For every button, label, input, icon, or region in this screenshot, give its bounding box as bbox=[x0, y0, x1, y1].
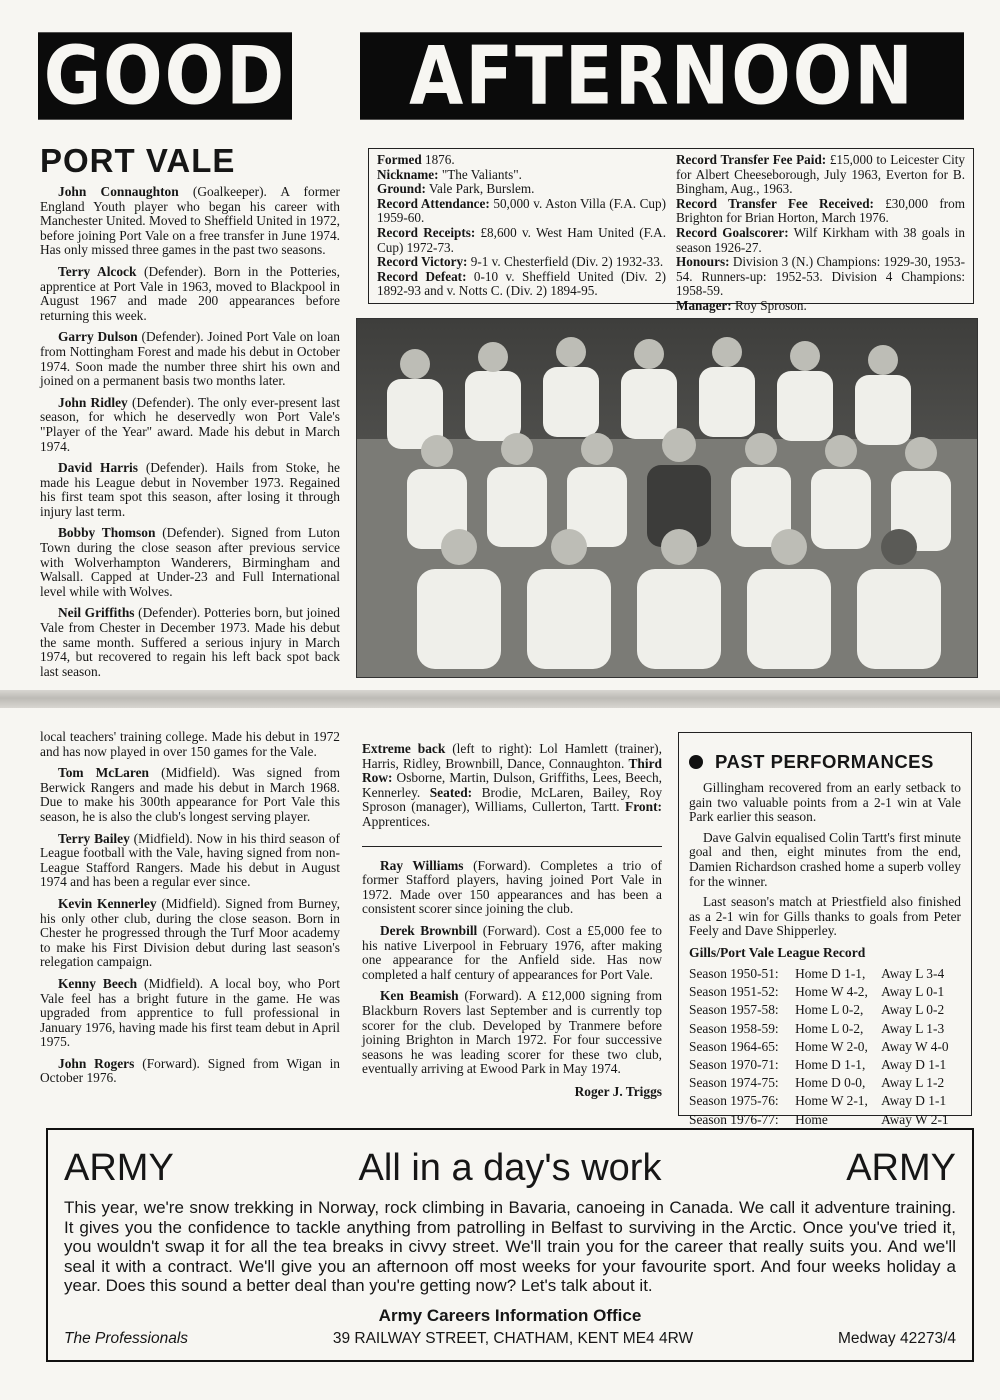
player-bio: Neil Griffiths (Defender). Potteries born, but joined Vale from Chester in December 1973. Made his debut the same month. Suffered a serious injury in March 1974, but recovered to regain his left back spot back last season. bbox=[40, 605, 340, 679]
past-performances-heading: PAST PERFORMANCES bbox=[689, 751, 961, 773]
fact-item: Ground: Vale Park, Burslem. bbox=[377, 181, 535, 197]
fact-item: Manager: Roy Sproson. bbox=[676, 297, 807, 313]
advert-right-word: ARMY bbox=[846, 1147, 956, 1189]
headline bbox=[38, 28, 964, 124]
player-bio: Kenny Beech (Midfield). A local boy, who Port Vale feel has a bright future in the game. He was upgraded from apprentice to full professional in January 1976, having made his first team debut in April 1975. bbox=[40, 975, 340, 1050]
divider bbox=[362, 846, 662, 847]
table-row: Season 1951-52: Home W 4-2, Away L 0-1 bbox=[689, 984, 945, 1000]
advert-slogan: All in a day's work bbox=[358, 1147, 662, 1189]
fact-item: Record Victory: 9-1 v. Chesterfield (Div. 2) 1932-33. bbox=[377, 254, 664, 270]
table-row: Season 1958-59: Home L 0-2, Away L 1-3 bbox=[689, 1020, 945, 1036]
league-record-title: Gills/Port Vale League Record bbox=[689, 944, 866, 960]
headline-word-good: GOOD bbox=[38, 32, 292, 119]
player-bio: Ken Beamish (Forward). A £12,000 signing from Blackburn Rovers last September and is currently top scorer for the club. Developed by Tranmere before joining Brighton in March 1972. For four successive seasons he was leading scorer for these two club, eventually arriving at Ewood Park in May 1974. bbox=[362, 988, 662, 1077]
advert-tagline: The Professionals bbox=[64, 1330, 189, 1347]
advert-address: 39 RAILWAY STREET, CHATHAM, KENT ME4 4RW bbox=[332, 1330, 694, 1347]
advert-office: Army Careers Information Office bbox=[378, 1306, 642, 1325]
advert-footer bbox=[64, 1330, 956, 1348]
player-bio: Derek Brownbill (Forward). Cost a £5,000 fee to his native Liverpool in February 1976, after making one appearance for the Anfield side. Has now completed a half century of appearances for Port Vale. bbox=[362, 922, 662, 982]
fact-item: Record Defeat: 0-10 v. Sheffield United (Div. 2) 1892-93 and v. Notts C. (Div. 2) 1894-95. bbox=[377, 268, 666, 299]
past-paragraph: Last season's match at Priestfield also finished as a 2-1 win for Gills thanks to goals from Peter Feely and Dave Shipperley. bbox=[689, 894, 961, 939]
table-row: Season 1976-77: Home Away W 2-1 bbox=[689, 1111, 949, 1127]
table-row: Season 1964-65: Home W 2-0, Away W 4-0 bbox=[689, 1038, 949, 1054]
fact-item: Record Receipts: £8,600 v. West Ham United (F.A. Cup) 1972-73. bbox=[377, 224, 666, 255]
club-facts-box bbox=[368, 148, 974, 313]
team-photo bbox=[356, 318, 978, 678]
advert-headline bbox=[64, 1146, 956, 1190]
table-row: Season 1950-51: Home D 1-1, Away L 3-4 bbox=[689, 966, 945, 982]
player-bios-left bbox=[40, 185, 340, 686]
table-row: Season 1957-58: Home L 0-2, Away L 0-2 bbox=[689, 1002, 945, 1018]
fact-item: Honours: Division 3 (N.) Champions: 1929-30, 1953-54. Runners-up: 1952-53. Division 4 Champions: 1958-59. bbox=[676, 254, 965, 299]
player-bio: Bobby Thomson (Defender). Signed from Luton Town during the close season after previous service with Wolverhampton Wanderers, Birmingham and Walsall. Capped at Under-23 and Full International level while with Wolves. bbox=[40, 525, 340, 599]
player-bio: Kevin Kennerley (Midfield). Signed from Burney, his only other club, during the close season. Born in Chester he progressed through the Turf Moor academy to make his First Division debut during last season's relegation campaign. bbox=[40, 895, 340, 970]
player-bio: John Connaughton (Goalkeeper). A former England Youth player who began his career with Manchester United. Moved to Sheffield United in 1972, before joining Port Vale on a free transfer in June 1974. Has only missed three games in the past two seasons. bbox=[40, 184, 340, 258]
table-row: Season 1974-75: Home D 0-0, Away L 1-2 bbox=[689, 1075, 945, 1091]
army-advert bbox=[46, 1128, 974, 1362]
advert-left-word: ARMY bbox=[64, 1147, 174, 1189]
fact-item: Record Goalscorer: Wilf Kirkham with 38 goals in season 1926-27. bbox=[676, 224, 965, 255]
past-paragraph: Gillingham recovered from an early setback to gain two valuable points from a 2-1 win at Vale Park earlier this season. bbox=[689, 780, 961, 825]
bullet-icon bbox=[689, 755, 703, 769]
fact-item: Record Transfer Fee Received: £30,000 from Brighton for Brian Horton, March 1976. bbox=[676, 195, 965, 226]
player-bio: Garry Dulson (Defender). Joined Port Vale on loan from Nottingham Forest and made his debut in October 1974. Soon made the number three shirt his own and joined on a permanent basis two months later. bbox=[40, 329, 340, 389]
player-bio: local teachers' training college. Made his debut in 1972 and has now played in over 150 games for the Vale. bbox=[40, 729, 340, 759]
page-fold bbox=[0, 690, 1000, 708]
player-bio: John Ridley (Defender). The only ever-present last season, for which he deservedly won Port Vale's "Player of the Year" award. Made his debut in March 1974. bbox=[40, 394, 340, 454]
fact-item: Record Transfer Fee Paid: £15,000 to Leicester City for Albert Cheeseborough, July 1963, Everton for B. Bingham, Aug., 1963. bbox=[676, 152, 965, 197]
table-row: Season 1975-76: Home W 2-1, Away D 1-1 bbox=[689, 1093, 947, 1109]
player-bio: David Harris (Defender). Hails from Stoke, he made his League debut in November 1973. Regained his first team spot this season, after losing it through injury last term. bbox=[40, 460, 340, 519]
player-bios-bottom-left bbox=[40, 730, 340, 1093]
player-bio: Tom McLaren (Midfield). Was signed from Berwick Rangers and made his debut in March 1968. Due to make his 300th appearance for Port Vale this season, he is also the club's longest serving player. bbox=[40, 765, 340, 824]
player-bio: Terry Bailey (Midfield). Now in his third season of League football with the Vale, having signed from non-League Stafford Rangers. Made his debut in August 1974 and has been a regular ever since. bbox=[40, 830, 340, 890]
player-bio: Ray Williams (Forward). Completes a trio of former Stafford players, having joined Port Vale in 1972. Made over 150 appearances and has been a consistent scorer since joining the club. bbox=[362, 857, 663, 917]
past-paragraph: Dave Galvin equalised Colin Tartt's first minute goal and then, eight minutes from the end, Damien Richardson crashed home a superb volley for the winner. bbox=[689, 829, 961, 889]
caption-and-forwards bbox=[362, 742, 662, 1100]
league-record-table bbox=[689, 965, 961, 1129]
player-bio: Terry Alcock (Defender). Born in the Potteries, apprentice at Port Vale in 1963, moved to Blackpool in August 1967 and made 200 appearances before returning this week. bbox=[40, 263, 340, 323]
player-bio: John Rogers (Forward). Signed from Wigan in October 1976. bbox=[40, 1055, 340, 1086]
facts-column-left bbox=[377, 153, 666, 299]
photo-caption: Extreme back (left to right): Lol Hamlett (trainer), Harris, Ridley, Brownbill, Dance, Connaughton. Third Row: Osborne, Martin, Dulson, Griffiths, Lees, Beech, Kennerley. Seated: Brodie, McLaren, Bailey, Roy Sproson (manager), Williams, Cullerton, Tartt. Front: Apprentices. bbox=[362, 741, 663, 829]
club-title: PORT VALE bbox=[40, 142, 236, 179]
headline-word-afternoon: AFTERNOON bbox=[360, 32, 964, 119]
facts-column-right bbox=[676, 152, 965, 313]
table-row: Season 1970-71: Home D 1-1, Away D 1-1 bbox=[689, 1056, 947, 1072]
fact-item: Nickname: "The Valiants". bbox=[377, 166, 522, 182]
advert-phone: Medway 42273/4 bbox=[837, 1330, 956, 1347]
fact-item: Formed 1876. bbox=[377, 152, 455, 167]
author-signature: Roger J. Triggs bbox=[574, 1083, 662, 1099]
past-performances-box bbox=[678, 732, 972, 1127]
fact-item: Record Attendance: 50,000 v. Aston Villa (F.A. Cup) 1959-60. bbox=[377, 195, 666, 226]
advert-body: This year, we're snow trekking in Norway, rock climbing in Bavaria, canoeing in Canada. We call it adventure training. It gives you the confidence to tackle anything from patrolling in Belfast to surviving in the Arctic. Once you've tried it, you wouldn't swap it for all the tea breaks in civvy street. We'll train you for the career that really suits you. And we'll seal it with a contract. We'll give you an afternoon off most weeks for your favourite sport. And four weeks holiday a year. Does this sound a better deal than you're getting now? Let's talk about it. bbox=[64, 1198, 956, 1295]
